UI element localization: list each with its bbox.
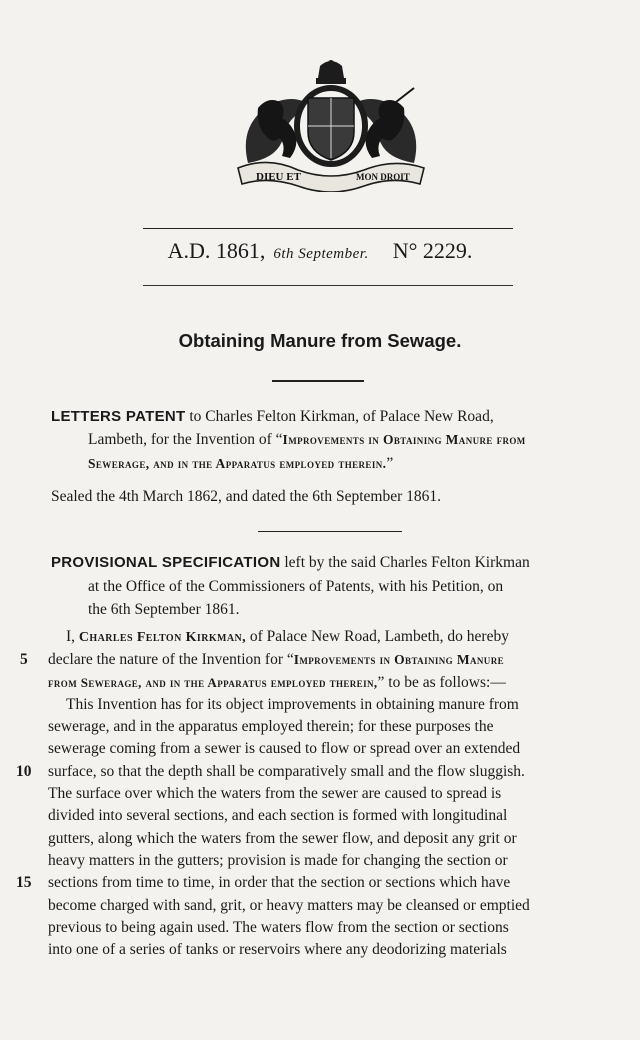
line-number-10: 10 [16,763,32,780]
title-rule [272,380,364,382]
body-line-11: heavy matters in the gutters; provision is made for changing the section or [48,852,508,869]
header-bottom-rule [143,285,513,286]
letters-patent-heading: LETTERS PATENT [51,408,186,425]
letters-patent-line-3: Sewerage, and in the Apparatus employed therein.” [88,455,394,472]
royal-coat-of-arms [228,58,434,192]
body-line-9: divided into several sections, and each section is formed with longitudinal [48,807,508,824]
body-line-3: from Sewerage, and in the Apparatus employed therein,” to be as follows:— [48,674,506,691]
section-rule [258,531,402,532]
patent-number: N° 2229. [392,238,473,263]
sealed-line: Sealed the 4th March 1862, and dated the 6th September 1861. [51,488,441,505]
body-line-7: surface, so that the depth shall be comparatively small and the flow sluggish. [48,763,525,780]
body-line-8: The surface over which the waters from the sewer are caused to spread is [48,785,502,802]
body-line-1: I, Charles Felton Kirkman, of Palace New Road, Lambeth, do hereby [66,628,509,645]
motto-right: MON DROIT [356,172,410,182]
page-title: Obtaining Manure from Sewage. [178,330,462,351]
provisional-line-3: the 6th September 1861. [88,601,240,618]
provisional-heading: PROVISIONAL SPECIFICATION [51,554,281,571]
body-line-2: declare the nature of the Invention for “Improvements in Obtaining Manure [48,651,505,668]
letters-patent-line-1: LETTERS PATENT to Charles Felton Kirkman, of Palace New Road, [51,408,494,425]
body-line-14: previous to being again used. The waters flow from the section or sections [48,919,509,936]
body-line-15: into one of a series of tanks or reservoirs where any deodorizing materials [48,941,507,958]
provisional-line-2: at the Office of the Commissioners of Patents, with his Petition, on [88,578,504,595]
body-line-5: sewerage, and in the apparatus employed therein; for these purposes the [48,718,494,735]
body-line-6: sewerage coming from a sewer is caused to flow or spread over an extended [48,740,521,757]
patent-day: 6th September. [273,246,369,262]
body-line-10: gutters, along which the waters from the sewer flow, and deposit any grit or [48,830,517,847]
provisional-line-1: PROVISIONAL SPECIFICATION left by the said Charles Felton Kirkman [51,554,530,571]
body-line-13: become charged with sand, grit, or heavy matters may be cleansed or emptied [48,897,530,914]
dateline [0,238,640,264]
header-top-rule [143,228,513,229]
body-line-4: This Invention has for its object improvements in obtaining manure from [66,696,519,713]
letters-patent-line-2: Lambeth, for the Invention of “Improvements in Obtaining Manure from [88,431,526,448]
line-number-15: 15 [16,874,32,891]
patent-year: A.D. 1861, [167,238,266,263]
motto-left: DIEU ET [256,171,301,183]
body-line-12: sections from time to time, in order that the section or sections which have [48,874,511,891]
line-number-5: 5 [20,651,28,668]
